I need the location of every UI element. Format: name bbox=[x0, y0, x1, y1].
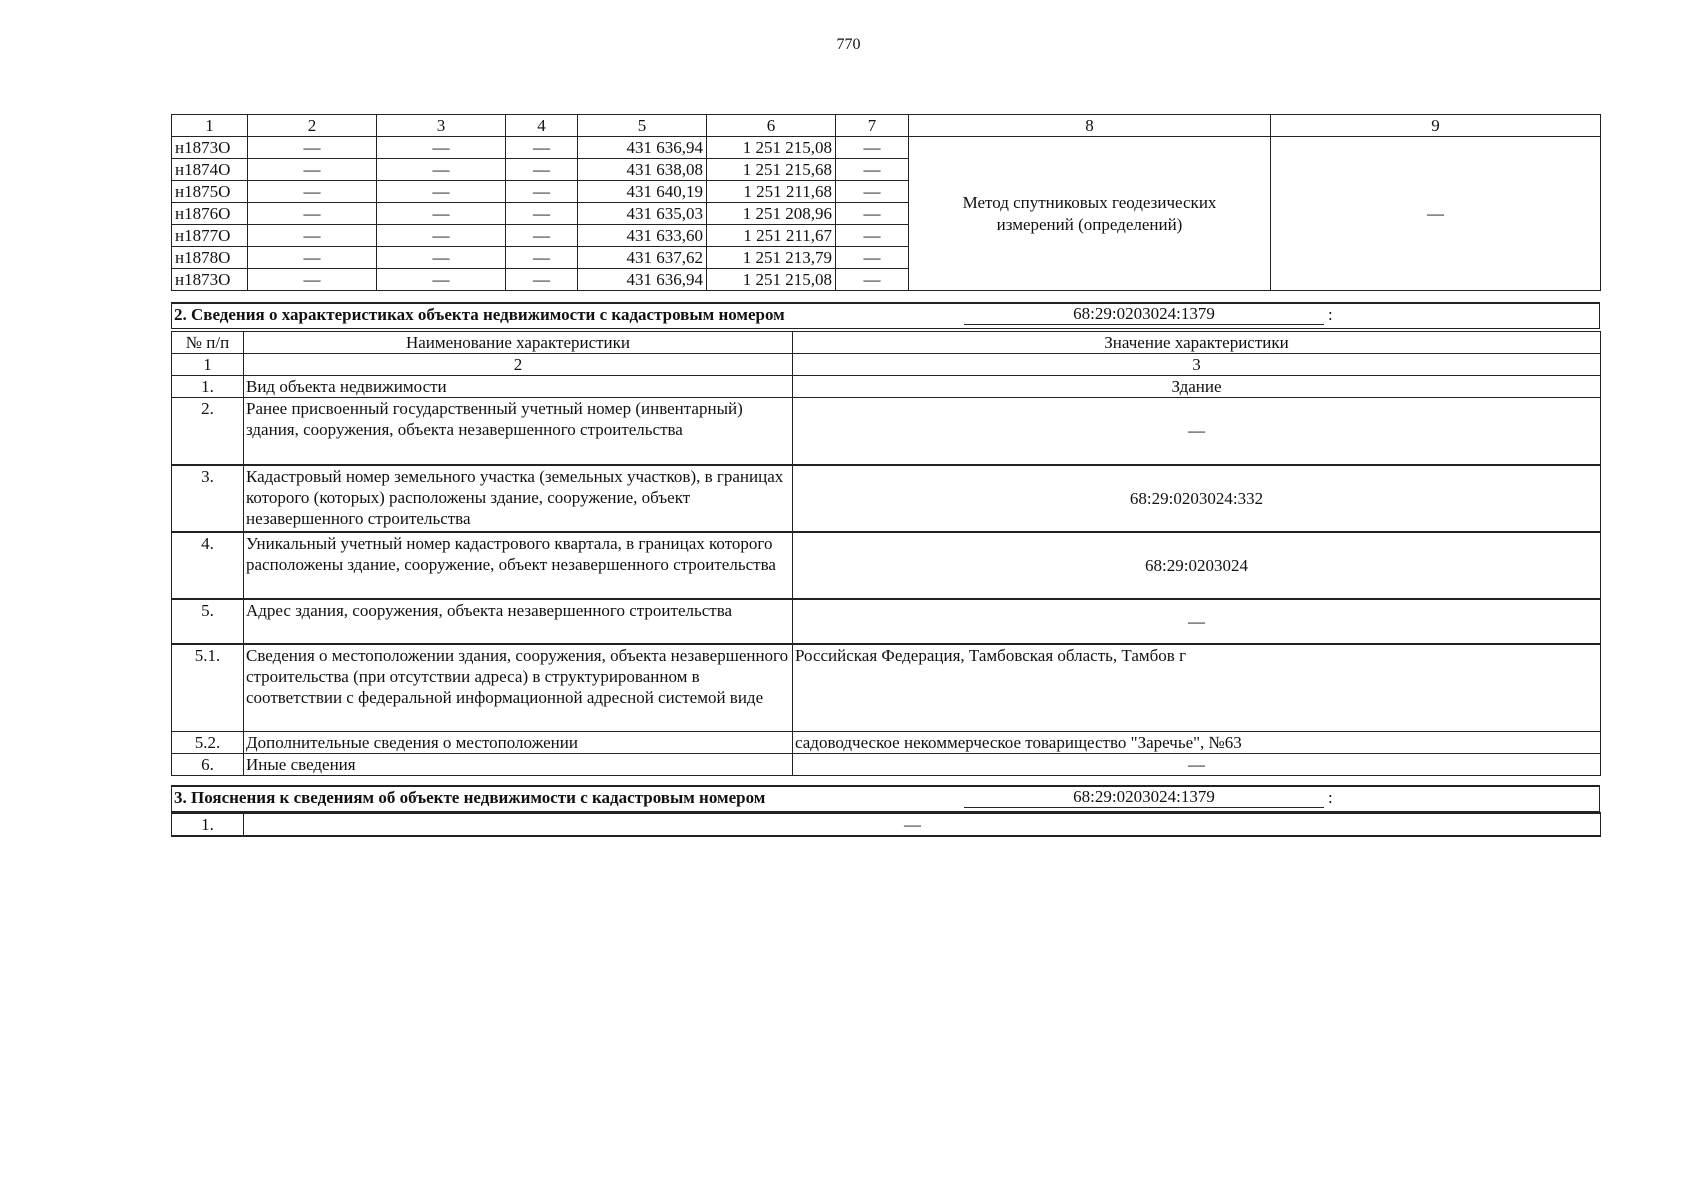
row-value: — bbox=[793, 754, 1601, 776]
cell: — bbox=[377, 247, 506, 269]
cell: — bbox=[506, 137, 578, 159]
point-name: н1875О bbox=[172, 181, 248, 203]
header-name: Наименование характеристики bbox=[244, 332, 793, 354]
coord-y: 1 251 215,08 bbox=[707, 137, 836, 159]
row-num: 2. bbox=[172, 398, 244, 465]
point-name: н1877О bbox=[172, 225, 248, 247]
explanations-table bbox=[171, 812, 1601, 837]
section3-cadastral-number: 68:29:0203024:1379 bbox=[964, 787, 1324, 808]
coords-header-row bbox=[172, 115, 1601, 137]
col-header: 2 bbox=[248, 115, 377, 137]
colnum: 1 bbox=[172, 354, 244, 376]
section2-title: 2. Сведения о характеристиках объекта недвижимости с кадастровым номером bbox=[174, 305, 785, 324]
point-name: н1873О bbox=[172, 137, 248, 159]
point-name: н1874О bbox=[172, 159, 248, 181]
cell: — bbox=[377, 137, 506, 159]
row-num: 5.1. bbox=[172, 644, 244, 732]
row-value: — bbox=[793, 398, 1601, 465]
cell: — bbox=[248, 137, 377, 159]
header-num: № п/п bbox=[172, 332, 244, 354]
row-num: 6. bbox=[172, 754, 244, 776]
cell: — bbox=[377, 181, 506, 203]
row-num: 1. bbox=[172, 376, 244, 398]
page-number: 770 bbox=[836, 36, 861, 53]
cell: — bbox=[248, 203, 377, 225]
cell: — bbox=[248, 269, 377, 291]
section2-heading-table bbox=[171, 302, 1600, 329]
colnum: 2 bbox=[244, 354, 793, 376]
section2-cadastral-number: 68:29:0203024:1379 bbox=[964, 304, 1324, 325]
col-header: 8 bbox=[909, 115, 1271, 137]
cell: — bbox=[836, 269, 909, 291]
coord-x: 431 635,03 bbox=[578, 203, 707, 225]
cell: — bbox=[377, 203, 506, 225]
coord-x: 431 637,62 bbox=[578, 247, 707, 269]
row-value: 68:29:0203024:332 bbox=[793, 465, 1601, 532]
section2-heading bbox=[172, 303, 1600, 329]
coord-y: 1 251 208,96 bbox=[707, 203, 836, 225]
row-value: — bbox=[793, 599, 1601, 644]
table-row bbox=[172, 732, 1601, 754]
row-name: Сведения о местоположении здания, сооружения, объекта незавершенного строительства (при отсутствии адреса) в структурированном в соответствии с федеральной информационной адресной системой виде bbox=[244, 644, 793, 732]
cell: — bbox=[836, 247, 909, 269]
cell: — bbox=[836, 159, 909, 181]
cell: — bbox=[377, 225, 506, 247]
cell: — bbox=[506, 203, 578, 225]
characteristics-header-row bbox=[172, 332, 1601, 354]
cell: — bbox=[248, 247, 377, 269]
coord-x: 431 636,94 bbox=[578, 137, 707, 159]
row-name: Дополнительные сведения о местоположении bbox=[244, 732, 793, 754]
header-value: Значение характеристики bbox=[793, 332, 1601, 354]
cell: — bbox=[506, 225, 578, 247]
cell: — bbox=[248, 159, 377, 181]
table-row bbox=[172, 599, 1601, 644]
coord-y: 1 251 213,79 bbox=[707, 247, 836, 269]
coord-x: 431 636,94 bbox=[578, 269, 707, 291]
table-row bbox=[172, 754, 1601, 776]
section3-heading bbox=[172, 786, 1600, 812]
table-row bbox=[172, 813, 1601, 836]
col9-cell: — bbox=[1271, 137, 1601, 291]
coord-x: 431 640,19 bbox=[578, 181, 707, 203]
cell: — bbox=[506, 269, 578, 291]
section3-title: 3. Пояснения к сведениям об объекте недвижимости с кадастровым номером bbox=[174, 788, 766, 807]
row-value: — bbox=[244, 813, 1601, 836]
row-num: 4. bbox=[172, 532, 244, 599]
col-header: 7 bbox=[836, 115, 909, 137]
row-num: 1. bbox=[172, 813, 244, 836]
point-name: н1873О bbox=[172, 269, 248, 291]
row-name: Уникальный учетный номер кадастрового квартала, в границах которого расположены здание, сооружение, объект незавершенного строительства bbox=[244, 532, 793, 599]
cell: — bbox=[248, 181, 377, 203]
cell: — bbox=[377, 269, 506, 291]
characteristics-colnum-row bbox=[172, 354, 1601, 376]
col-header: 9 bbox=[1271, 115, 1601, 137]
cell: — bbox=[836, 203, 909, 225]
section2-colon: : bbox=[1328, 305, 1333, 324]
row-name: Кадастровый номер земельного участка (земельных участков), в границах которого (которых) расположены здание, сооружение, объект незавершенного строительства bbox=[244, 465, 793, 532]
table-row bbox=[172, 465, 1601, 532]
coord-y: 1 251 215,08 bbox=[707, 269, 836, 291]
coord-y: 1 251 211,67 bbox=[707, 225, 836, 247]
point-name: н1876О bbox=[172, 203, 248, 225]
cell: — bbox=[377, 159, 506, 181]
row-value: Российская Федерация, Тамбовская область, Тамбов г bbox=[793, 644, 1601, 732]
col-header: 3 bbox=[377, 115, 506, 137]
col-header: 5 bbox=[578, 115, 707, 137]
coord-x: 431 638,08 bbox=[578, 159, 707, 181]
coordinates-table bbox=[171, 114, 1601, 291]
table-row bbox=[172, 137, 1601, 159]
coord-y: 1 251 215,68 bbox=[707, 159, 836, 181]
table-row bbox=[172, 532, 1601, 599]
row-num: 5.2. bbox=[172, 732, 244, 754]
row-value: Здание bbox=[793, 376, 1601, 398]
row-num: 3. bbox=[172, 465, 244, 532]
cell: — bbox=[506, 247, 578, 269]
coord-y: 1 251 211,68 bbox=[707, 181, 836, 203]
characteristics-table bbox=[171, 331, 1601, 776]
row-value: 68:29:0203024 bbox=[793, 532, 1601, 599]
cell: — bbox=[506, 181, 578, 203]
cell: — bbox=[248, 225, 377, 247]
col-header: 1 bbox=[172, 115, 248, 137]
table-row bbox=[172, 376, 1601, 398]
section3-colon: : bbox=[1328, 788, 1333, 807]
col-header: 6 bbox=[707, 115, 836, 137]
cell: — bbox=[836, 181, 909, 203]
row-name: Иные сведения bbox=[244, 754, 793, 776]
table-row bbox=[172, 398, 1601, 465]
method-cell: Метод спутниковых геодезических измерений (определений) bbox=[909, 137, 1271, 291]
point-name: н1878О bbox=[172, 247, 248, 269]
coord-x: 431 633,60 bbox=[578, 225, 707, 247]
col-header: 4 bbox=[506, 115, 578, 137]
row-name: Адрес здания, сооружения, объекта незавершенного строительства bbox=[244, 599, 793, 644]
row-name: Вид объекта недвижимости bbox=[244, 376, 793, 398]
cell: — bbox=[506, 159, 578, 181]
cell: — bbox=[836, 225, 909, 247]
table-row bbox=[172, 644, 1601, 732]
row-value: садоводческое некоммерческое товарищество "Заречье", №63 bbox=[793, 732, 1601, 754]
colnum: 3 bbox=[793, 354, 1601, 376]
row-name: Ранее присвоенный государственный учетный номер (инвентарный) здания, сооружения, объекта незавершенного строительства bbox=[244, 398, 793, 465]
cell: — bbox=[836, 137, 909, 159]
section3-heading-table bbox=[171, 785, 1600, 812]
row-num: 5. bbox=[172, 599, 244, 644]
